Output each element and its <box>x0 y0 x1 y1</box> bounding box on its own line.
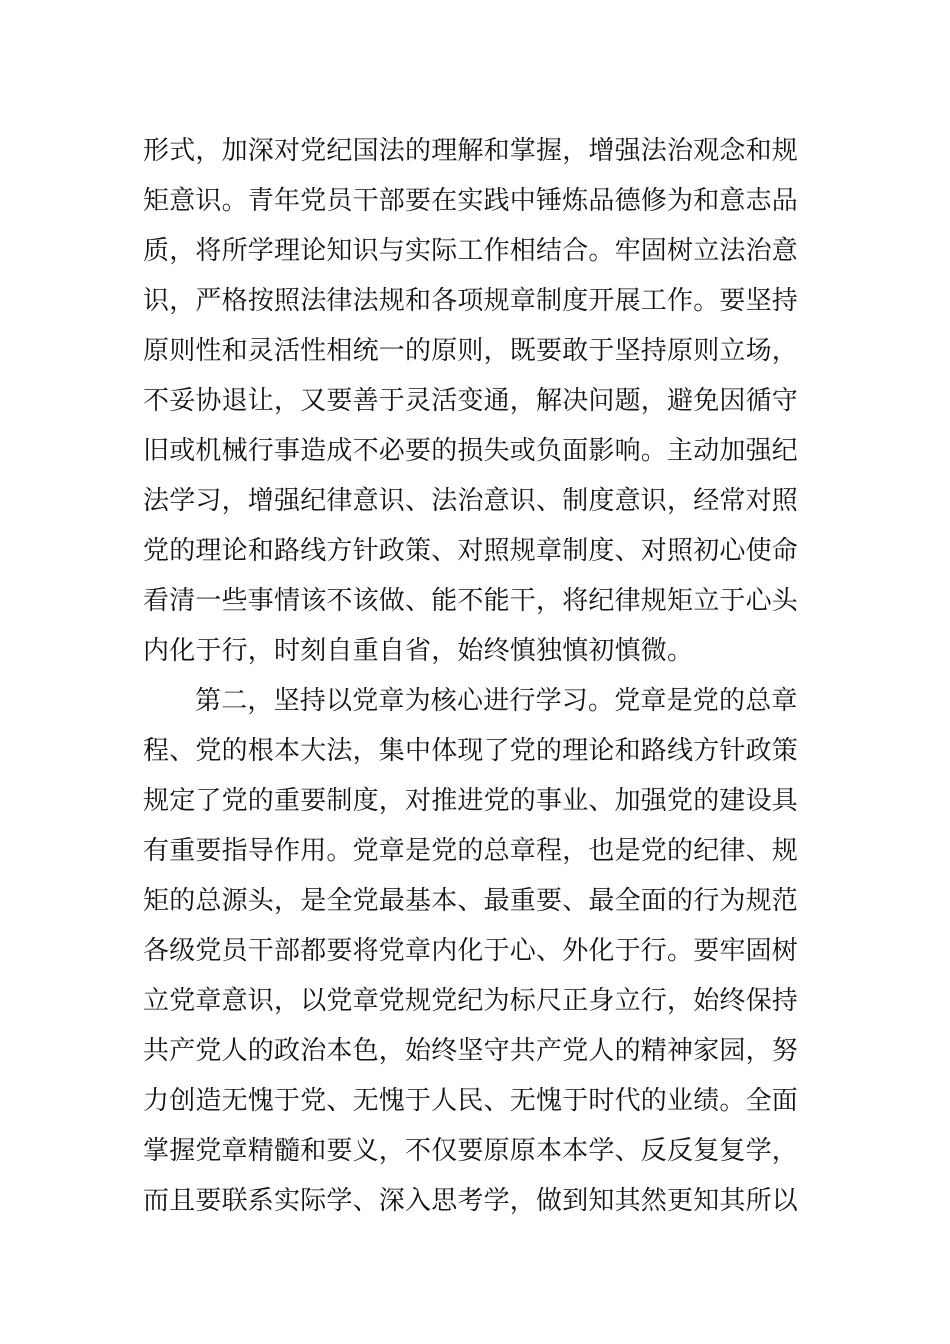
paragraph-start-line: 第二，坚持以党章为核心进行学习。党章是党的总章 <box>195 686 798 716</box>
text-line: 识，严格按照法律法规和各项规章制度开展工作。要坚持 <box>143 286 799 316</box>
text-line: 不妥协退让，又要善于灵活变通，解决问题，避免因循守 <box>143 386 799 416</box>
text-line: 质，将所学理论知识与实际工作相结合。牢固树立法治意 <box>143 236 799 266</box>
text-line: 有重要指导作用。党章是党的总章程，也是党的纪律、规 <box>143 836 799 866</box>
body-text <box>143 126 823 1226</box>
text-line: 而且要联系实际学、深入思考学，做到知其然更知其所以 <box>143 1186 799 1216</box>
text-line: 看清一些事情该不该做、能不能干，将纪律规矩立于心头 <box>143 586 799 616</box>
text-line: 规定了党的重要制度，对推进党的事业、加强党的建设具 <box>143 786 799 816</box>
text-line: 程、党的根本大法，集中体现了党的理论和路线方针政策 <box>143 736 799 766</box>
text-line: 力创造无愧于党、无愧于人民、无愧于时代的业绩。全面 <box>143 1086 799 1116</box>
text-line: 原则性和灵活性相统一的原则，既要敢于坚持原则立场， <box>143 336 799 366</box>
text-line: 掌握党章精髓和要义，不仅要原原本本学、反反复复学， <box>143 1136 799 1166</box>
text-line: 立党章意识，以党章党规党纪为标尺正身立行，始终保持 <box>143 986 799 1016</box>
text-line: 内化于行，时刻自重自省，始终慎独慎初慎微。 <box>143 636 694 666</box>
text-line: 法学习，增强纪律意识、法治意识、制度意识，经常对照 <box>143 486 799 516</box>
text-line: 形式，加深对党纪国法的理解和掌握，增强法治观念和规 <box>143 136 799 166</box>
text-line: 共产党人的政治本色，始终坚守共产党人的精神家园，努 <box>143 1036 799 1066</box>
text-line: 党的理论和路线方针政策、对照规章制度、对照初心使命 <box>143 536 799 566</box>
text-line: 各级党员干部都要将党章内化于心、外化于行。要牢固树 <box>143 936 799 966</box>
text-line: 矩的总源头，是全党最基本、最重要、最全面的行为规范 <box>143 886 799 916</box>
text-line: 矩意识。青年党员干部要在实践中锤炼品德修为和意志品 <box>143 186 799 216</box>
text-line: 旧或机械行事造成不必要的损失或负面影响。主动加强纪 <box>143 436 799 466</box>
